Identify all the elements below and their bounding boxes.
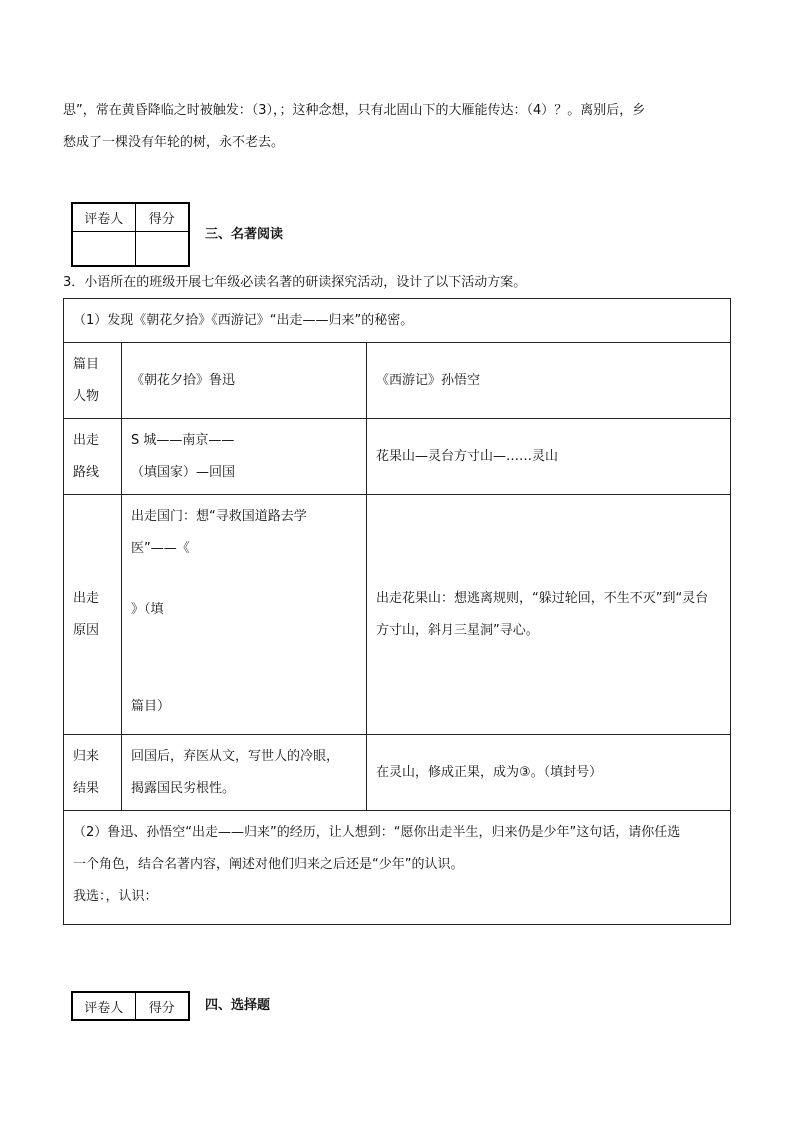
grader-header: 评卷人 bbox=[72, 992, 135, 1020]
section4-title: 四、选择题 bbox=[205, 998, 271, 1013]
luxun-result-cell bbox=[122, 735, 367, 811]
table-row bbox=[64, 419, 731, 495]
cell-line: 回国后，弃医从文，写世人的冷眼， bbox=[131, 748, 340, 764]
row-label-cell bbox=[64, 735, 122, 811]
score-header: 得分 bbox=[135, 992, 189, 1020]
wukong-route-cell bbox=[367, 419, 731, 495]
cell-line: 出走国门：想“寻救国道路去学 bbox=[131, 509, 307, 524]
score-cell bbox=[135, 232, 189, 267]
xiyouji-header-cell bbox=[367, 343, 731, 419]
grader-cell bbox=[72, 232, 135, 267]
part2-line: （2）鲁迅、孙悟空“出走——归来”的经历，让人想到：“愿你出走半生，归来仍是少年”这句话，请你任选 bbox=[73, 825, 681, 840]
section3-score-box bbox=[71, 202, 188, 266]
cell-line: S 城——南京—— bbox=[131, 432, 235, 448]
luxun-route-cell bbox=[122, 419, 367, 495]
section4-score-box bbox=[71, 991, 188, 1021]
row-label-line: 人物 bbox=[73, 388, 100, 404]
score-header: 得分 bbox=[135, 203, 189, 232]
table-row bbox=[64, 735, 731, 811]
question3-stem: 3．小语所在的班级开展七年级必读名著的研读探究活动，设计了以下活动方案。 bbox=[63, 275, 527, 290]
cell-line: 》（填 bbox=[131, 602, 164, 617]
activity-table bbox=[63, 298, 731, 925]
row-label-line: 出走 bbox=[73, 432, 100, 448]
part2-answer-line: 我选：，认识： bbox=[73, 889, 158, 904]
grader-header: 评卷人 bbox=[72, 203, 135, 232]
row-label-line: 出走 bbox=[73, 590, 100, 606]
score-table bbox=[71, 991, 190, 1021]
cell-line: 方寸山，斜月三星洞”寻心。 bbox=[376, 622, 539, 638]
intro-line: 愁成了一棵没有年轮的树，永不老去。 bbox=[63, 135, 285, 150]
row-label-line: 原因 bbox=[73, 622, 100, 638]
wukong-reason-cell bbox=[367, 495, 731, 735]
part2-line: 一个角色，结合名著内容，阐述对他们归来之后还是“少年”的认识。 bbox=[73, 857, 464, 872]
part2-cell bbox=[64, 811, 731, 925]
table-row bbox=[64, 343, 731, 419]
row-label-line: 路线 bbox=[73, 464, 100, 480]
table-row bbox=[64, 299, 731, 343]
intro-line: 思”，常在黄昏降临之时被触发：（3），；这种念想，只有北固山下的大雁能传达：（4）？。离别后，乡 bbox=[63, 103, 646, 118]
row-label-line: 篇目 bbox=[73, 356, 100, 372]
cell-line: （填国家）—回国 bbox=[131, 464, 236, 480]
xiyouji-header: 《西游记》孙悟空 bbox=[376, 372, 481, 388]
cell-line: 揭露国民劣根性。 bbox=[131, 780, 236, 796]
cell-line: 医”——《 bbox=[131, 541, 190, 556]
intro-paragraph bbox=[63, 95, 645, 159]
cell-line: 篇目） bbox=[131, 699, 171, 714]
score-table bbox=[71, 202, 190, 267]
row-label-line: 结果 bbox=[73, 780, 100, 796]
row-label-line: 归来 bbox=[73, 748, 100, 764]
row-label-cell bbox=[64, 343, 122, 419]
row-label-cell bbox=[64, 495, 122, 735]
section3-title: 三、名著阅读 bbox=[205, 227, 284, 242]
cell-line: 出走花果山：想逃离规则，“躲过轮回，不生不灭”到“灵台 bbox=[376, 590, 709, 606]
zhaohua-header: 《朝花夕拾》鲁迅 bbox=[131, 372, 236, 388]
wukong-result-cell bbox=[367, 735, 731, 811]
cell-line: 在灵山，修成正果，成为③。（填封号） bbox=[376, 764, 603, 780]
luxun-reason-cell bbox=[122, 495, 367, 735]
cell-line: 花果山—灵台方寸山—……灵山 bbox=[376, 448, 559, 464]
zhaohua-header-cell bbox=[122, 343, 367, 419]
part1-text: （1）发现《朝花夕拾》《西游记》“出走——归来”的秘密。 bbox=[73, 312, 414, 328]
table-row bbox=[64, 811, 731, 925]
part1-cell bbox=[64, 299, 731, 343]
table-row bbox=[64, 495, 731, 735]
row-label-cell bbox=[64, 419, 122, 495]
